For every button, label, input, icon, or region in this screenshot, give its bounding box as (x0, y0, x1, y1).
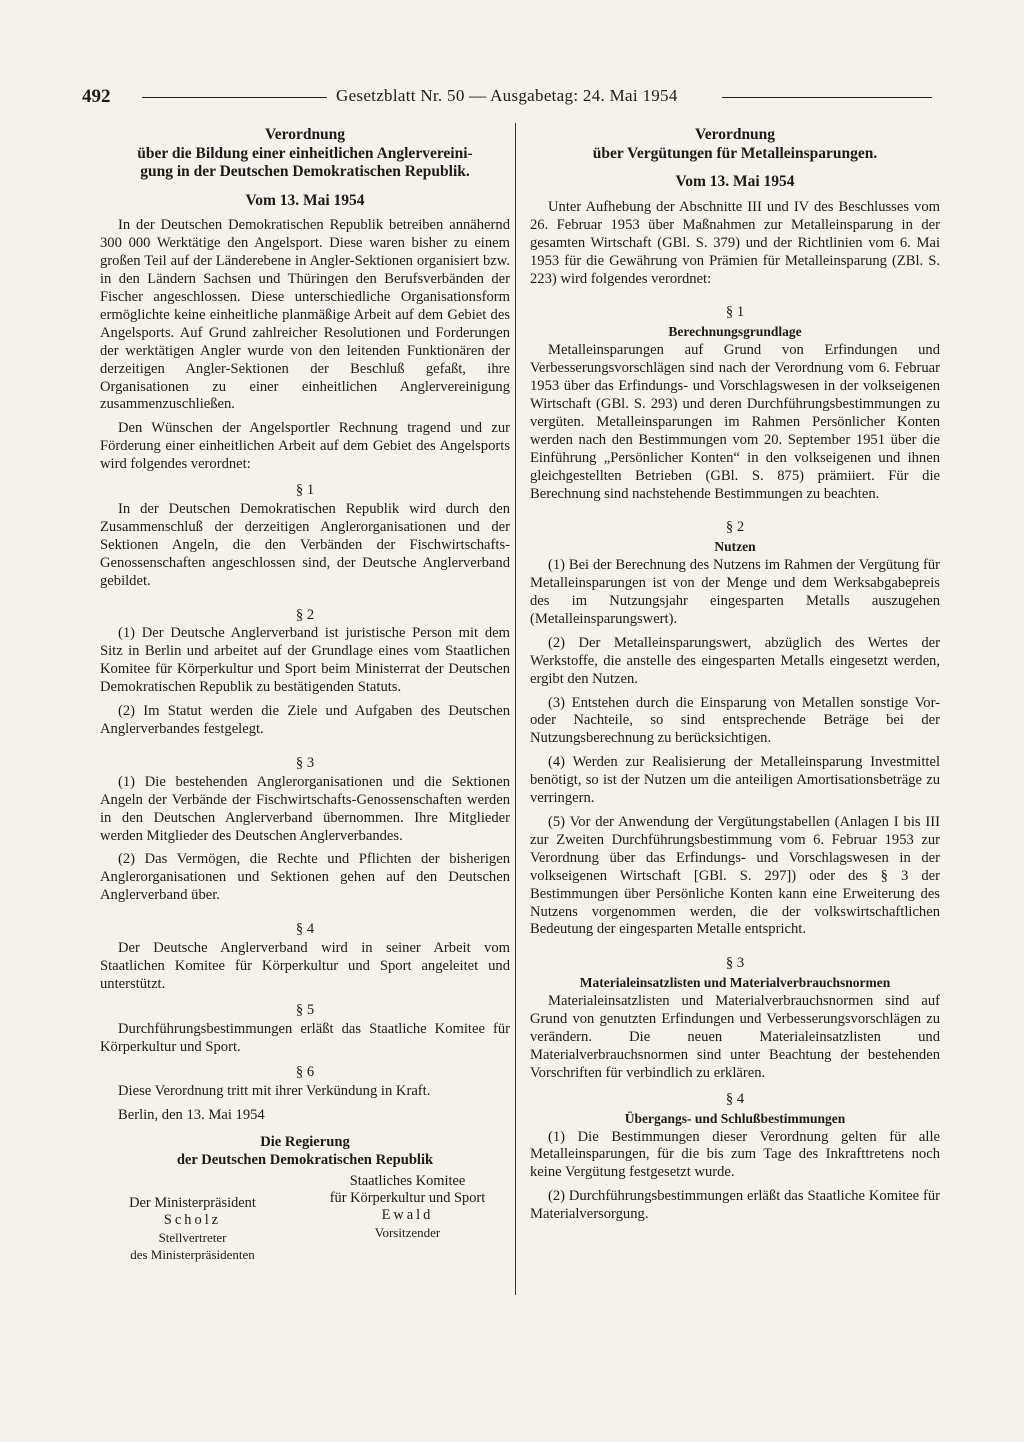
right-section-2-para: (2) Der Metalleinsparungswert, abzüglich des Wertes der Werkstoffe, die anstelle des eingesparten Metalls eingesetzt werden, ergibt den Nutzen. (530, 634, 940, 687)
left-section-2-label: § 2 (295, 606, 315, 623)
header-rule-left (142, 97, 327, 98)
signature-right-org: für Körperkultur und Sport (329, 1190, 486, 1207)
left-section-4-label: § 4 (295, 921, 315, 938)
left-column (100, 126, 510, 1269)
right-section-3-label: § 3 (725, 955, 745, 972)
left-title-line: Verordnung (264, 126, 346, 143)
right-section-3-text: Materialeinsatzlisten und Materialverbrauchsnormen sind auf Grund von genutzten Erfindungen und Verbesserungsvorschlägen zu verändern. Die neuen Materialeinsatzlisten und Materialverbrauchsnormen sind unter Beachtung der bestehenden Vorschriften für verbindlich zu erklären. (530, 993, 940, 1081)
signature-left-title: Der Ministerpräsident (129, 1195, 256, 1212)
right-section-1-label: § 1 (725, 304, 745, 321)
left-section-1-label: § 1 (295, 482, 315, 499)
left-section-2-para-1: (1) Der Deutsche Anglerverband ist juristische Person mit dem Sitz in Berlin und arbeitet auf der Grundlage eines vom Staatlichen Komitee für Körperkultur und Sport beim Ministerrat der Deutschen Demokratischen Republik zu bestätigenden Statuts. (100, 625, 510, 696)
right-section-3-heading: Materialeinsatzlisten und Materialverbrauchsnormen (579, 975, 891, 991)
right-section-2-para: (4) Werden zur Realisierung der Metalleinsparung Investmittel benötigt, so ist der Nutzen um die anteiligen Amortisationsbeträge zu verringern. (530, 754, 940, 807)
right-section-2-para: (5) Vor der Anwendung der Vergütungstabellen (Anlagen I bis III zur Zweiten Durchführungsbestimmung vom 6. Februar 1953 zur Verordnung über das Erfindungs- und Vorschlagswesen in der volkseigenen Wirtschaft [GBl. S. 297]) oder des § 3 der Bestimmungen über Persönliche Konten kann eine Erweiterung des Nutzens vorgenommen werden, die der volkswirtschaftlichen Bedeutung der eingesparten Metalle entspricht. (530, 814, 940, 938)
right-title-line: über Vergütungen für Metalleinsparungen. (592, 144, 878, 162)
government-line: Die Regierung (260, 1134, 350, 1151)
government-line: der Deutschen Demokratischen Republik (176, 1152, 434, 1169)
left-section-6-label: § 6 (295, 1064, 315, 1081)
signature-left (100, 1195, 285, 1263)
left-title-line: gung in der Deutschen Demokratischen Republik. (140, 163, 470, 180)
right-title-line: Verordnung (694, 126, 776, 143)
right-title (530, 126, 940, 163)
right-section-1-text: Metalleinsparungen auf Grund von Erfindungen und Verbesserungsvorschlägen sind nach der Verordnung vom 6. Februar 1953 über das Erfindungs- und Vorschlagswesen in der volkseigenen Wirtschaft (GBl. S. 293) und deren Durchführungsbestimmungen zu vergüten. Metalleinsparungen im Rahmen Persönlicher Konten werden nach den Bestimmungen vom 20. September 1951 über die Einführung „Persönlicher Konten“ in den volkseigenen und ihnen gleichgestellten Betrieben (GBl. S. 875) prämiiert. Für die Berechnung sind nachstehende Bestimmungen zu beachten. (530, 342, 940, 502)
signature-right-role: Vorsitzender (374, 1225, 441, 1241)
left-title (100, 126, 510, 182)
right-section-4-label: § 4 (725, 1090, 745, 1107)
left-section-2-para-2: (2) Im Statut werden die Ziele und Aufgaben des Deutschen Anglerverbandes festgelegt. (100, 703, 510, 737)
right-section-2-label: § 2 (725, 519, 745, 536)
left-section-3-para-2: (2) Das Vermögen, die Rechte und Pflichten der bisherigen Anglerorganisationen und Sektionen gehen auf den Deutschen Anglerverband über. (100, 851, 510, 904)
running-head: Gesetzblatt Nr. 50 — Ausgabetag: 24. Mai 1954 (336, 86, 678, 105)
page-number: 492 (82, 86, 111, 107)
left-section-4-text: Der Deutsche Anglerverband wird in seiner Arbeit vom Staatlichen Komitee für Körperkultur und Sport angeleitet und unterstützt. (100, 940, 510, 992)
left-section-3-label: § 3 (295, 754, 315, 771)
right-date: Vom 13. Mai 1954 (675, 173, 795, 190)
right-section-4-heading: Übergangs- und Schlußbestimmungen (624, 1110, 846, 1126)
right-section-4-para-1: (1) Die Bestimmungen dieser Verordnung gelten für alle Metalleinsparungen, für die bis zum Tage des Inkrafttretens noch keine Vergütung festgesetzt wurde. (530, 1128, 940, 1181)
signature-right-name: Ewald (381, 1207, 434, 1224)
right-intro-paragraph: Unter Aufhebung der Abschnitte III und IV des Beschlusses vom 26. Februar 1953 über Maßnahmen zur Metalleinsparung in der gesamten Wirtschaft (GBl. S. 379) und der Richtlinien vom 6. Mai 1953 für die Gewährung von Prämien für Metalleinsparung (ZBl. S. 223) wird folgendes verordnet: (530, 198, 940, 287)
left-title-line: über die Bildung einer einheitlichen Anglervereini- (137, 144, 473, 162)
place-date: Berlin, den 13. Mai 1954 (118, 1107, 265, 1124)
right-section-4-para-2: (2) Durchführungsbestimmungen erläßt das Staatliche Komitee für Materialversorgung. (530, 1188, 940, 1223)
left-section-5-label: § 5 (295, 1001, 315, 1018)
left-section-6-text: Diese Verordnung tritt mit ihrer Verkündung in Kraft. (118, 1083, 431, 1100)
signature-block (100, 1173, 510, 1269)
left-intro-paragraph: Den Wünschen der Angelsportler Rechnung tragend und zur Förderung einer einheitlichen Arbeit auf dem Gebiet des Angelsports wird folgendes verordnet: (100, 420, 510, 473)
signature-left-role: des Ministerpräsidenten (130, 1247, 255, 1263)
right-section-2-para: (1) Bei der Berechnung des Nutzens im Rahmen der Vergütung für Metalleinsparungen ist von der Menge und dem Werksabgabepreis des im Nutzungsjahr eingesparten Metalls auszugehen (Metalleinsparungswert). (530, 557, 940, 627)
right-section-2-heading: Nutzen (714, 539, 756, 555)
left-section-1-text: In der Deutschen Demokratischen Republik wird durch den Zusammenschluß der derzeitigen Anglerorganisationen und der Sektionen Angeln, die den Verbänden der Fischwirtschafts-Genossenschaften angeschlossen sind, der Deutsche Anglerverband gebildet. (100, 501, 510, 589)
left-section-5-text: Durchführungsbestimmungen erläßt das Staatliche Komitee für Körperkultur und Sport. (100, 1020, 510, 1055)
left-section-3-para-1: (1) Die bestehenden Anglerorganisationen und die Sektionen Angeln der Verbände der Fischwirtschafts-Genossenschaften werden in den Deutschen Anglerverband übernommen. Ihre Mitglieder werden Mitglieder des Deutschen Anglerverbandes. (100, 773, 510, 844)
column-divider (515, 123, 516, 1295)
signature-right (300, 1173, 515, 1241)
signature-right-org: Staatliches Komitee (349, 1173, 466, 1190)
page-header (82, 86, 932, 110)
header-rule-right (722, 97, 932, 98)
government-block (100, 1133, 510, 1169)
left-date: Vom 13. Mai 1954 (245, 191, 365, 209)
right-column (530, 126, 940, 1230)
signature-left-name: Scholz (163, 1212, 222, 1229)
signature-left-role: Stellvertreter (158, 1230, 227, 1246)
left-intro-paragraph: In der Deutschen Demokratischen Republik betreiben annähernd 300 000 Werktätige den Angelsport. Diese waren bisher zu einem großen Teil auf der Länderebene in Angler-Sektionen organisiert bzw. in den Ländern Sachsen und Thüringen den Berufsverbänden der Fischer angeschlossen. Diese unterschiedliche Organisationsform ermöglichte keine einheitliche planmäßige Arbeit auf dem Gebiet des Angelsports. Auf Grund zahlreicher Resolutionen und Forderungen der werktätigen Angler wurde von den leitenden Funktionären der derzeitigen Angler-Sektionen der Beschluß gefaßt, ihre Organisationen zu einer einheitlichen Anglervereinigung zusammenzuschließen. (100, 217, 510, 413)
right-section-1-heading: Berechnungsgrundlage (668, 324, 802, 340)
right-section-2-para: (3) Entstehen durch die Einsparung von Metallen sonstige Vor- oder Nachteile, so sind entsprechende Beträge bei der Nutzungsberechnung zu berücksichtigen. (530, 694, 940, 747)
